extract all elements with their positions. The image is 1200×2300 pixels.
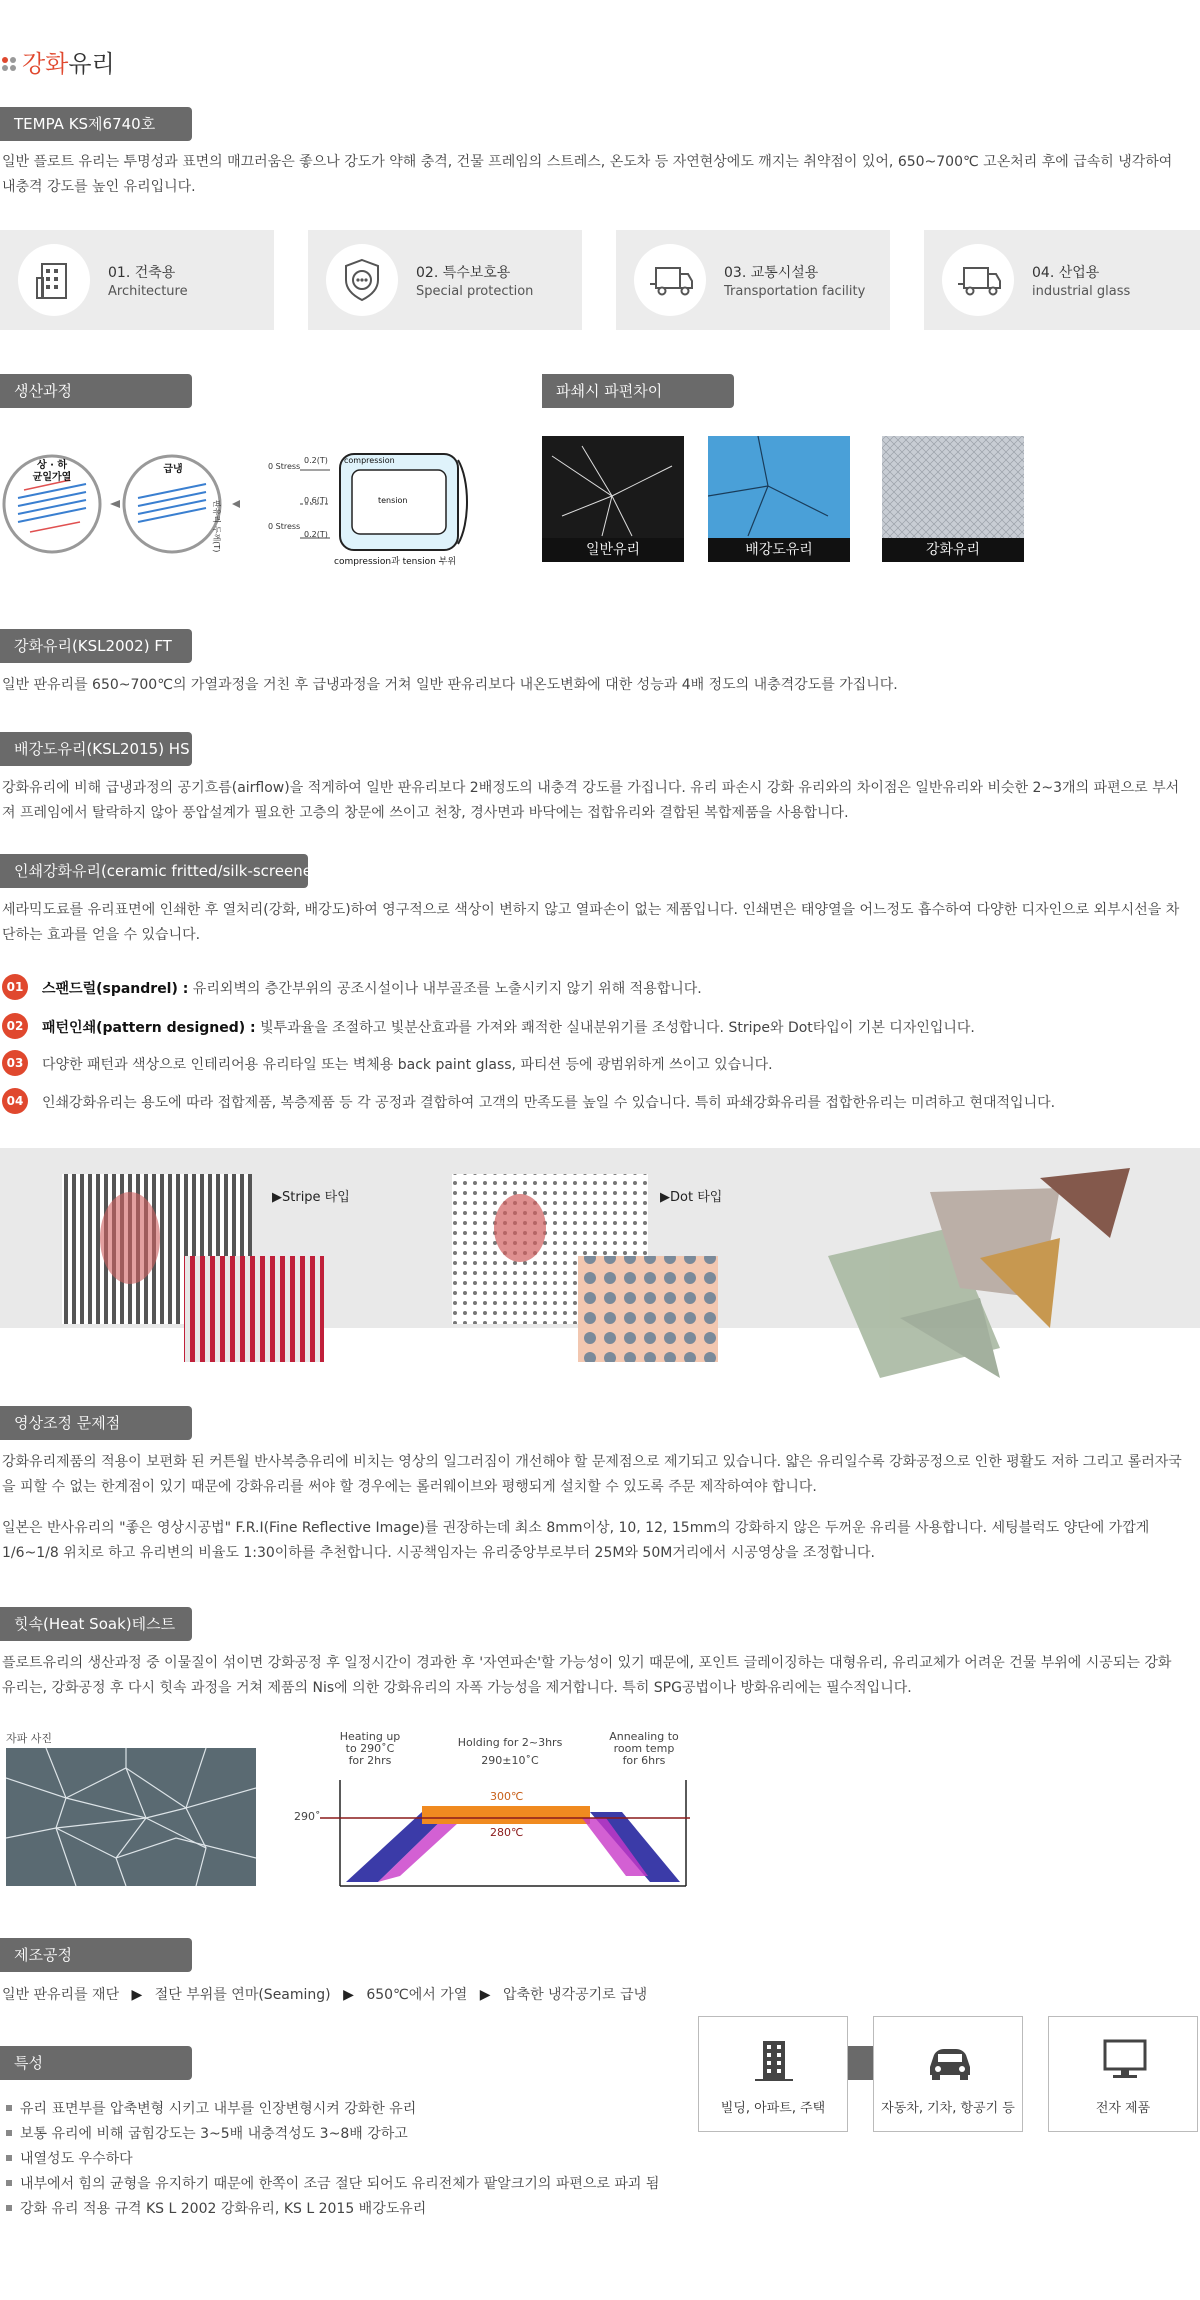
arrow-icon: ▶ — [131, 1987, 143, 2003]
stress-label: 0.2(T) — [304, 530, 328, 539]
manufacturing-steps — [2, 1984, 647, 2004]
feature-item: 내부에서 힘의 균형을 유지하기 때문에 한쪽이 조금 절단 되어도 유리전체가 팥알크기의 파편으로 파괴 됨 — [20, 2173, 659, 2193]
phase-label: for 6hrs — [622, 1754, 666, 1767]
ceramic-item — [42, 1054, 773, 1074]
feature-item: 보통 유리에 비해 굽힘강도는 3~5배 내충격성도 3~8배 강하고 — [20, 2123, 408, 2143]
compression-label: compression — [344, 456, 395, 465]
section-tag-manufacturing: 제조공정 — [0, 1938, 192, 1972]
temp-reference: 290˚ — [294, 1810, 321, 1823]
section-tag-heat-soak: 힛속(Heat Soak)테스트 — [0, 1607, 192, 1641]
phase-label: 290±10˚C — [481, 1754, 539, 1767]
ceramic-item-text: 빛투과율을 조절하고 빛분산효과를 가져와 쾌적한 실내분위기를 조성합니다. Stripe와 Dot타입이 기본 디자인입니다. — [255, 1020, 975, 1036]
building-icon — [18, 244, 90, 316]
title-prefix: 강화 — [22, 50, 69, 78]
category-subtitle: Transportation facility — [724, 284, 866, 299]
use-label: 전자 제품 — [1095, 2101, 1151, 2116]
section-tag-ceramic: 인쇄강화유리(ceramic fritted/silk-screened) — [0, 854, 308, 888]
section-tag-production: 생산과정 — [0, 374, 192, 408]
heat-label: 상 · 하 균일가열 — [32, 460, 72, 483]
section-tag-fracture: 파쇄시 파편차이 — [542, 374, 734, 408]
production-diagram — [0, 440, 480, 570]
manufacturing-step: 절단 부위를 연마(Seaming) — [154, 1987, 331, 2003]
phase-label: Annealing to — [609, 1730, 679, 1743]
stress-label: 0 Stress — [268, 522, 301, 531]
use-card-electronics — [1048, 2016, 1198, 2132]
category-subtitle: Special protection — [416, 284, 534, 299]
section-tag-image-issue: 영상조정 문제점 — [0, 1406, 192, 1440]
feature-item: 유리 표면부를 압축변형 시키고 내부를 인장변형시켜 강화한 유리 — [20, 2098, 416, 2118]
fracture-label: 배강도유리 — [708, 538, 850, 562]
feature-item: 내열성도 우수하다 — [20, 2148, 133, 2168]
title-suffix: 유리 — [68, 50, 115, 78]
feature-item: 강화 유리 적용 규격 KS L 2002 강화유리, KS L 2015 배강도유리 — [20, 2198, 426, 2218]
ceramic-item-title: 스팬드럴(spandrel) : — [42, 981, 189, 997]
ceramic-item-text: 다양한 패턴과 색상으로 인테리어용 유리타일 또는 벽체용 back paint glass, 파티션 등에 광범위하게 쓰이고 있습니다. — [42, 1057, 773, 1073]
category-title: 04. 산업용 — [1032, 265, 1100, 281]
fracture-panel-tempered — [882, 436, 1024, 562]
phase-label: Heating up — [339, 1730, 401, 1743]
heat-soak-diagram — [290, 1726, 700, 1891]
pattern-examples-band — [0, 1148, 1200, 1328]
breakage-photo — [6, 1748, 256, 1886]
category-subtitle: industrial glass — [1032, 284, 1131, 299]
category-card-industrial — [924, 230, 1200, 330]
bullet-icon — [2, 56, 18, 72]
use-card-vehicle — [873, 2016, 1023, 2132]
phase-label: room temp — [613, 1742, 675, 1755]
stress-label: 0 Stress — [268, 462, 301, 471]
use-label: 자동차, 기차, 항공기 등 — [881, 2101, 1015, 2116]
ceramic-item — [42, 1017, 975, 1037]
step-number: 04 — [2, 1088, 28, 1114]
manufacturing-step: 압축한 냉각공기로 급냉 — [503, 1987, 648, 2003]
manufacturing-step: 650℃에서 가열 — [366, 1987, 468, 2003]
dot-type-label: ▶Dot 타입 — [660, 1190, 723, 1205]
category-title: 01. 건축용 — [108, 265, 176, 281]
category-card-special-protection — [308, 230, 582, 330]
quench-label: 급냉 — [163, 464, 183, 475]
step-number: 02 — [2, 1013, 28, 1039]
shield-icon — [326, 244, 398, 316]
section-tag-tempa: TEMPA KS제6740호 — [0, 107, 192, 141]
section-tag-features: 특성 — [0, 2046, 192, 2080]
image-issue-text-1: 강화유리제품의 적용이 보편화 된 커튼월 반사복층유리에 비치는 영상의 일그러짐이 개선해야 할 문제점으로 제기되고 있습니다. 얇은 유리일수록 강화공정으로 인한 평활도 저하 그리고 롤러자국을 피할 수 없는 한계점이 있기 때문에 강화유리를 써야 할 경우에는 롤러웨이브와 평행되게 설치할 수 있도록 주문 제작하여야 합니다. — [2, 1454, 1182, 1495]
building-icon — [749, 2037, 799, 2083]
ceramic-item — [42, 978, 702, 998]
fracture-panel-normal — [542, 436, 684, 562]
step-number: 01 — [2, 974, 28, 1000]
manufacturing-step: 일반 판유리를 재단 — [2, 1987, 120, 2003]
axis-label: 판유리 두께(T) — [212, 500, 221, 553]
image-issue-text-2: 일본은 반사유리의 "좋은 영상시공법" F.R.I(Fine Reflective Image)를 권장하는데 최소 8mm이상, 10, 12, 15mm의 강화하지 않은 두꺼운 유리를 사용합니다. 세팅블럭도 양단에 가깝게 1/6~1/8 위치로 하고 유리변의 비율도 1:30이하를 추천합니다. 시공책임자는 유리중앙부로부터 25M와 50M거리에서 시공영상을 조정합니다. — [2, 1520, 1150, 1561]
category-subtitle: Architecture — [108, 284, 188, 299]
ceramic-item — [42, 1092, 1055, 1112]
category-card-transportation — [616, 230, 890, 330]
ceramic-item-text: 인쇄강화유리는 용도에 따라 접합제품, 복층제품 등 각 공정과 결합하여 고객의 만족도를 높일 수 있습니다. 특히 파쇄강화유리를 접합한유리는 미려하고 현대적입니다. — [42, 1095, 1056, 1111]
diagram-caption: compression과 tension 부위 — [334, 557, 457, 567]
stripe-type-label: ▶Stripe 타입 — [272, 1190, 350, 1205]
use-card-building — [698, 2016, 848, 2132]
section-tag-hs: 배강도유리(KSL2015) HS — [0, 732, 192, 766]
step-number: 03 — [2, 1050, 28, 1076]
arrow-icon: ▶ — [343, 1987, 354, 2003]
category-title: 03. 교통시설용 — [724, 265, 819, 281]
fracture-label: 강화유리 — [882, 538, 1024, 562]
heat-soak-description: 플로트유리의 생산과정 중 이물질이 섞이면 강화공정 후 일정시간이 경과한 후 '자연파손'할 가능성이 있기 때문에, 포인트 글레이징하는 대형유리, 유리교체가 어려운 건물 부위에 시공되는 강화유리는, 강화공정 후 다시 힛속 과정을 거쳐 제품의 Nis에 의한 강화유리의 자폭 가능성을 제거합니다. 특히 SPG공법이나 방화유리에는 필수적입니다. — [2, 1655, 1172, 1696]
category-title: 02. 특수보호용 — [416, 265, 511, 281]
use-label: 빌딩, 아파트, 주택 — [720, 2101, 826, 2116]
fracture-panel-heat-strengthened — [708, 436, 850, 562]
section-tag-ft: 강화유리(KSL2002) FT — [0, 629, 192, 663]
tension-label: tension — [378, 496, 408, 505]
truck-icon — [942, 244, 1014, 316]
arrow-icon: ▶ — [479, 1987, 491, 2003]
car-icon — [924, 2037, 974, 2083]
fracture-label: 일반유리 — [542, 538, 684, 562]
temp-low: 280℃ — [490, 1826, 524, 1839]
hs-description: 강화유리에 비해 급냉과정의 공기흐름(airflow)을 적게하여 일반 판유리보다 2배정도의 내충격 강도를 가집니다. 유리 파손시 강화 유리와의 차이점은 일반유리와 비슷한 2~3개의 파편으로 부서져 프레임에서 탈락하지 않아 풍압설계가 필요한 고층의 창문에 쓰이고 천창, 경사면과 바닥에는 접합유리와 결합된 복합제품을 사용합니다. — [2, 780, 1180, 821]
phase-label: for 2hrs — [348, 1754, 392, 1767]
stress-label: 0.2(T) — [304, 456, 328, 465]
phase-label: Holding for 2~3hrs — [457, 1736, 563, 1749]
ceramic-description: 세라믹도료를 유리표면에 인쇄한 후 열처리(강화, 배강도)하여 영구적으로 색상이 변하지 않고 열파손이 없는 제품입니다. 인쇄면은 태양열을 어느정도 흡수하여 다양한 디자인으로 외부시선을 차단하는 효과를 얻을 수 있습니다. — [2, 902, 1180, 943]
monitor-icon — [1099, 2037, 1149, 2083]
ceramic-item-title: 패턴인쇄(pattern designed) : — [42, 1020, 256, 1036]
category-card-architecture — [0, 230, 274, 330]
ceramic-item-text: 유리외벽의 층간부위의 공조시설이나 내부골조를 노출시키지 않기 위해 적용합니다. — [188, 981, 702, 997]
temp-high: 300℃ — [490, 1790, 524, 1803]
ft-description: 일반 판유리를 650~700℃의 가열과정을 거친 후 급냉과정을 거쳐 일반 판유리보다 내온도변화에 대한 성능과 4배 정도의 내충격강도를 가집니다. — [2, 677, 898, 693]
photo-label: 자파 사진 — [6, 1732, 53, 1745]
phase-label: to 290˚C — [345, 1742, 395, 1755]
truck-icon — [634, 244, 706, 316]
stress-label: 0.6(T) — [304, 496, 328, 505]
tempa-description: 일반 플로트 유리는 투명성과 표면의 매끄러움은 좋으나 강도가 약해 충격, 건물 프레임의 스트레스, 온도차 등 자연현상에도 깨지는 취약점이 있어, 650~700℃ 고온처리 후에 급속히 냉각하여 내충격 강도를 높인 유리입니다. — [2, 154, 1173, 195]
